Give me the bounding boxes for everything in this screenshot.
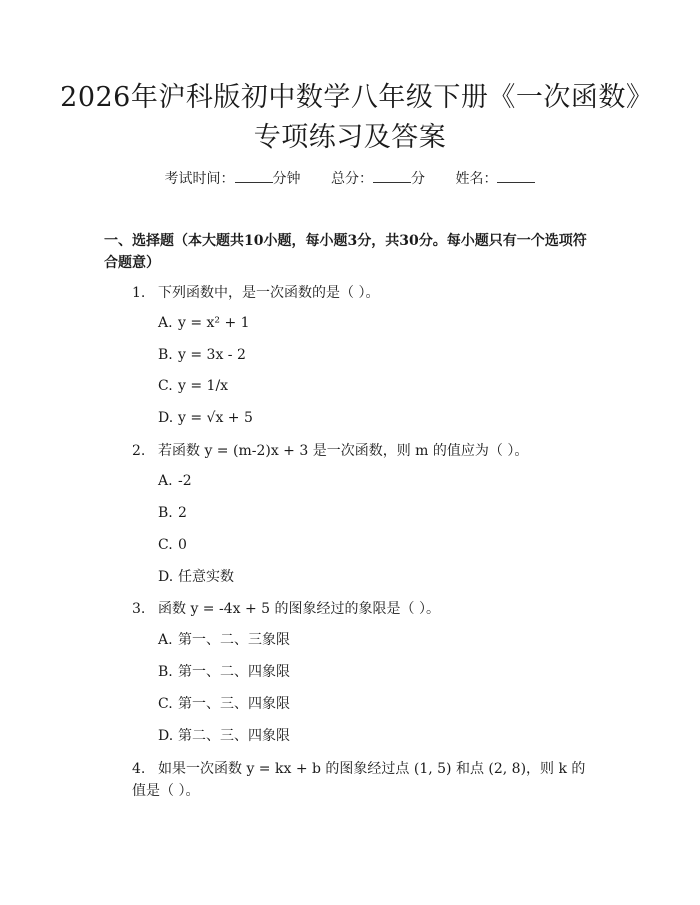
question-3-option-d	[158, 726, 290, 746]
question-number: 1.	[132, 285, 146, 301]
question-1-option-a	[158, 313, 250, 333]
exam-time-unit: 分钟	[272, 171, 301, 187]
question-text: 下列函数中，是一次函数的是（ ）。	[158, 285, 380, 301]
question-text: 函数 y = -4x + 5 的图象经过的象限是（ ）。	[158, 601, 440, 617]
question-number: 2.	[132, 443, 146, 459]
total-score-label: 总分：	[331, 171, 373, 187]
total-score-field	[331, 171, 425, 187]
question-number: 4.	[132, 761, 146, 777]
option-text: 第一、二、三象限	[178, 632, 290, 648]
option-letter: D.	[158, 410, 174, 426]
total-score-blank	[373, 170, 411, 183]
name-blank	[497, 170, 535, 183]
question-2-option-b	[158, 503, 187, 523]
option-letter: D.	[158, 569, 174, 585]
question-number: 3.	[132, 601, 146, 617]
question-1-option-c	[158, 376, 228, 396]
question-3-option-a	[158, 630, 290, 650]
option-text: 第二、三、四象限	[178, 728, 290, 744]
section-heading-multiple-choice: 一、选择题（本大题共10小题，每小题3分，共30分。每小题只有一个选项符合题意）	[104, 233, 587, 271]
option-text: -2	[178, 473, 192, 489]
option-letter: B.	[158, 347, 173, 363]
option-text: 第一、二、四象限	[178, 664, 290, 680]
option-text: 任意实数	[178, 569, 234, 585]
option-text: y = 3x - 2	[178, 347, 246, 363]
question-1-option-b	[158, 345, 246, 365]
option-text: y = x² + 1	[178, 315, 250, 331]
question-3-option-b	[158, 662, 290, 682]
exam-time-label: 考试时间：	[164, 171, 235, 187]
option-letter: A.	[158, 315, 173, 331]
option-letter: C.	[158, 378, 173, 394]
exam-info-line	[0, 168, 700, 188]
name-field	[455, 171, 535, 187]
question-2-option-d	[158, 567, 234, 587]
question-2-option-c	[158, 535, 187, 555]
question-2	[132, 440, 528, 462]
option-letter: D.	[158, 728, 174, 744]
question-2-option-a	[158, 471, 192, 491]
question-text: 若函数 y = (m-2)x + 3 是一次函数，则 m 的值应为（ ）。	[158, 443, 529, 459]
option-text: y = √x + 5	[178, 410, 253, 426]
option-letter: A.	[158, 632, 173, 648]
question-4	[132, 758, 598, 802]
question-3	[132, 598, 440, 620]
option-text: 2	[178, 505, 187, 521]
question-text: 如果一次函数 y = kx + b 的图象经过点 (1, 5) 和点 (2, 8)，则 k 的值是（ ）。	[132, 761, 586, 799]
option-text: y = 1/x	[178, 378, 229, 394]
option-letter: C.	[158, 696, 173, 712]
question-3-option-c	[158, 694, 290, 714]
question-1-option-d	[158, 408, 253, 428]
exam-time-blank	[235, 170, 273, 183]
exam-time-field	[165, 171, 301, 187]
document-title: 2026年沪科版初中数学八年级下册《一次函数》专项练习及答案	[60, 82, 640, 153]
option-letter: B.	[158, 664, 173, 680]
question-1	[132, 282, 379, 304]
option-letter: C.	[158, 537, 173, 553]
option-text: 第一、三、四象限	[178, 696, 290, 712]
option-letter: B.	[158, 505, 173, 521]
name-label: 姓名：	[455, 171, 498, 187]
option-text: 0	[178, 537, 187, 553]
option-letter: A.	[158, 473, 173, 489]
total-score-unit: 分	[411, 171, 425, 187]
